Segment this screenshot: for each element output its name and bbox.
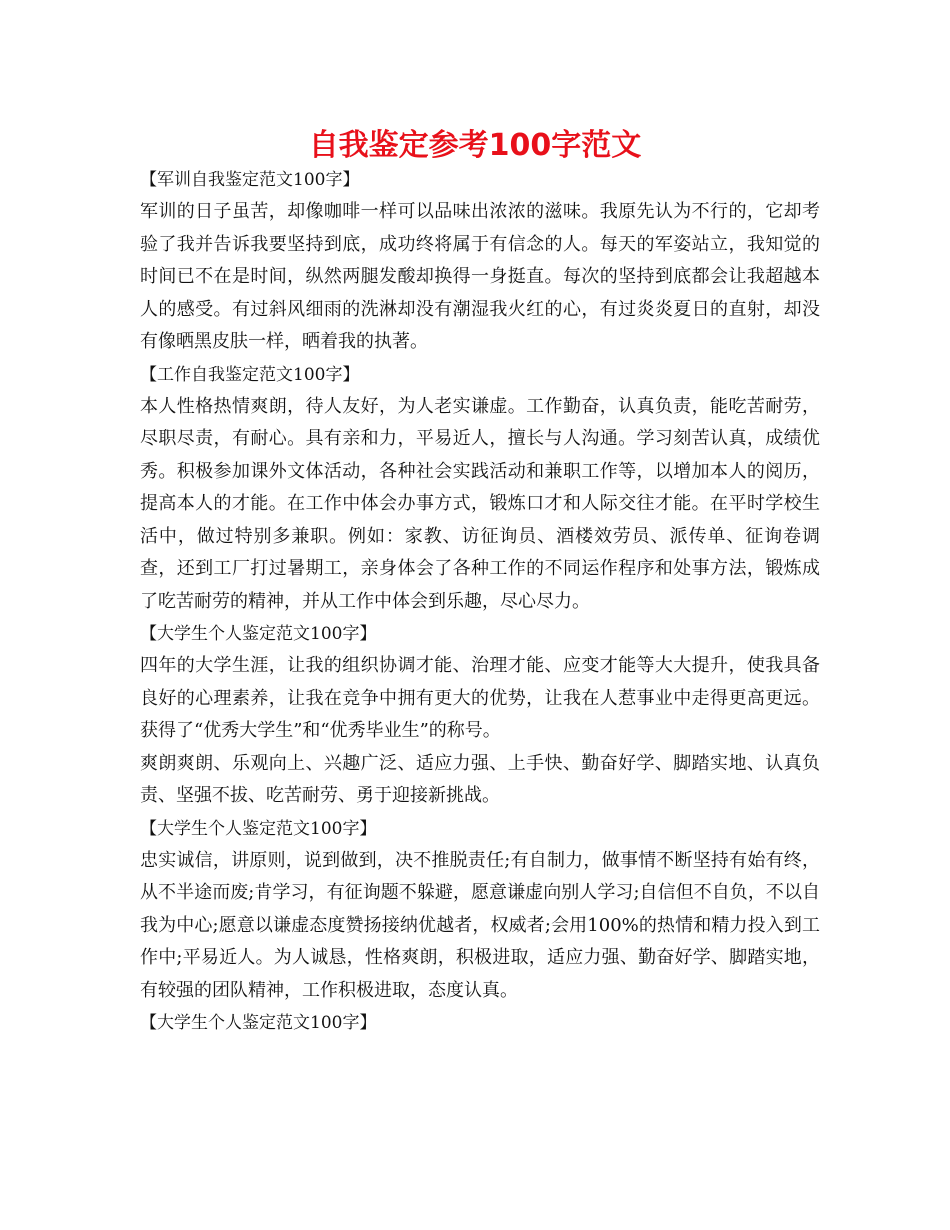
- paragraph-college-1a: 四年的大学生涯，让我的组织协调才能、治理才能、应变才能等大大提升，使我具备良好的心理素养，让我在竞争中拥有更大的优势，让我在人惹事业中走得更高更远。获得了“优秀大学生”和“优秀毕业生”的称号。: [140, 655, 820, 741]
- paragraph-work: 本人性格热情爽朗，待人友好，为人老实谦虚。工作勤奋，认真负责，能吃苦耐劳，尽职尽责，有耐心。具有亲和力，平易近人，擅长与人沟通。学习刻苦认真，成绩优秀。积极参加课外文体活动，各种社会实践活动和兼职工作等，以增加本人的阅历，提高本人的才能。在工作中体会办事方式，锻炼口才和人际交往才能。在平时学校生活中，做过特别多兼职。例如：家教、访征询员、酒楼效劳员、派传单、征询卷调查，还到工厂打过暑期工，亲身体会了各种工作的不同运作程序和处事方法，锻炼成了吃苦耐劳的精神，并从工作中体会到乐趣，尽心尽力。: [140, 395, 820, 612]
- document-title: 自我鉴定参考100字范文: [308, 128, 642, 163]
- paragraph-college-1b: 爽朗爽朗、乐观向上、兴趣广泛、适应力强、上手快、勤奋好学、脚踏实地、认真负责、坚强不拔、吃苦耐劳、勇于迎接新挑战。: [140, 752, 820, 806]
- section-heading-college-3: 【大学生个人鉴定范文100字】: [140, 1013, 377, 1033]
- section-heading-military-training: 【军训自我鉴定范文100字】: [140, 170, 360, 190]
- paragraph-military-training: 军训的日子虽苦，却像咖啡一样可以品味出浓浓的滋味。我原先认为不行的，它却考验了我并告诉我要坚持到底，成功终将属于有信念的人。每天的军姿站立，我知觉的时间已不在是时间，纵然两腿发酸却换得一身挺直。每次的坚持到底都会让我超越本人的感受。有过斜风细雨的洗淋却没有潮湿我火红的心，有过炎炎夏日的直射，却没有像晒黑皮肤一样，晒着我的执著。: [140, 201, 820, 352]
- section-heading-college-1: 【大学生个人鉴定范文100字】: [140, 624, 377, 644]
- paragraph-college-2: 忠实诚信，讲原则，说到做到，决不推脱责任;有自制力，做事情不断坚持有始有终，从不半途而废;肯学习，有征询题不躲避，愿意谦虚向别人学习;自信但不自负，不以自我为中心;愿意以谦虚态度赞扬接纳优越者，权威者;会用100%的热情和精力投入到工作中;平易近人。为人诚恳，性格爽朗，积极进取，适应力强、勤奋好学、脚踏实地，有较强的团队精神，工作积极进取，态度认真。: [140, 849, 820, 1001]
- section-heading-work: 【工作自我鉴定范文100字】: [140, 364, 360, 385]
- document-body: [140, 164, 820, 1039]
- section-heading-college-2: 【大学生个人鉴定范文100字】: [140, 818, 377, 839]
